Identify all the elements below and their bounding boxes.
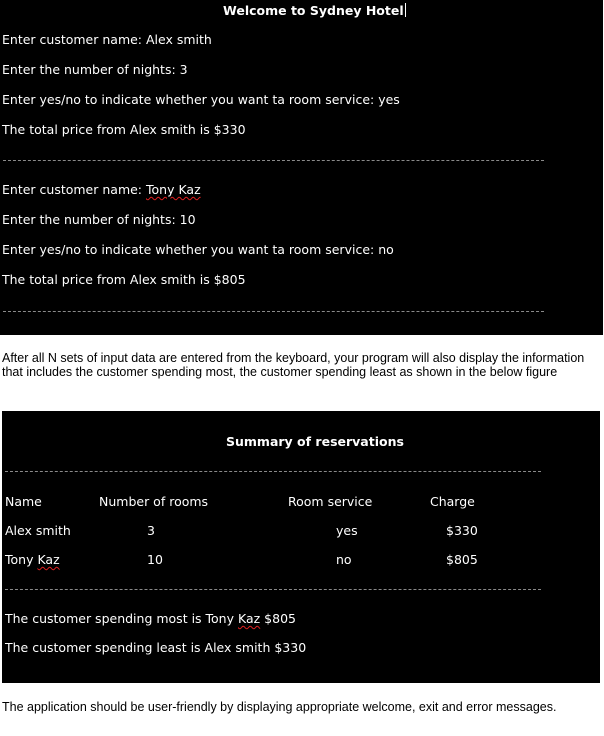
header-name: Name xyxy=(5,494,42,509)
closing-paragraph: The application should be user-friendly by displaying appropriate welcome, exit and error messages. xyxy=(2,700,557,714)
console-line: The total price from Alex smith is $330 xyxy=(2,122,246,137)
console-output-summary xyxy=(2,411,600,683)
console-line: The total price from Alex smith is $805 xyxy=(2,272,246,287)
row-name: Tony Kaz xyxy=(5,552,60,567)
header-service: Room service xyxy=(288,494,373,509)
console-line: Enter yes/no to indicate whether you want ta room service: no xyxy=(2,242,394,257)
console-line: Enter the number of nights: 3 xyxy=(2,62,188,77)
spending-least-line: The customer spending least is Alex smith $330 xyxy=(5,640,307,655)
dashed-divider xyxy=(5,471,541,472)
row-charge: $330 xyxy=(446,523,478,538)
row-service: no xyxy=(336,552,352,567)
instruction-paragraph: After all N sets of input data are entered from the keyboard, your program will also display the information that includes the customer spending most, the customer spending least as shown in the below figure xyxy=(2,351,585,379)
row-rooms: 10 xyxy=(147,552,163,567)
header-rooms: Number of rooms xyxy=(99,494,209,509)
console-line: Enter yes/no to indicate whether you want ta room service: yes xyxy=(2,92,400,107)
text-cursor xyxy=(405,3,406,17)
dashed-divider xyxy=(3,160,544,161)
row-name: Alex smith xyxy=(5,523,71,538)
spending-most-line: The customer spending most is Tony Kaz $805 xyxy=(5,611,296,626)
header-charge: Charge xyxy=(430,494,475,509)
console-line: Enter customer name: Alex smith xyxy=(2,32,212,47)
welcome-title: Welcome to Sydney Hotel xyxy=(223,3,404,18)
console-output-1 xyxy=(0,0,603,335)
summary-title: Summary of reservations xyxy=(226,434,404,449)
row-service: yes xyxy=(336,523,358,538)
console-line: Enter the number of nights: 10 xyxy=(2,212,196,227)
console-line: Enter customer name: Tony Kaz xyxy=(2,182,201,197)
row-rooms: 3 xyxy=(147,523,155,538)
dashed-divider xyxy=(3,311,544,312)
row-charge: $805 xyxy=(446,552,478,567)
dashed-divider xyxy=(5,589,541,590)
